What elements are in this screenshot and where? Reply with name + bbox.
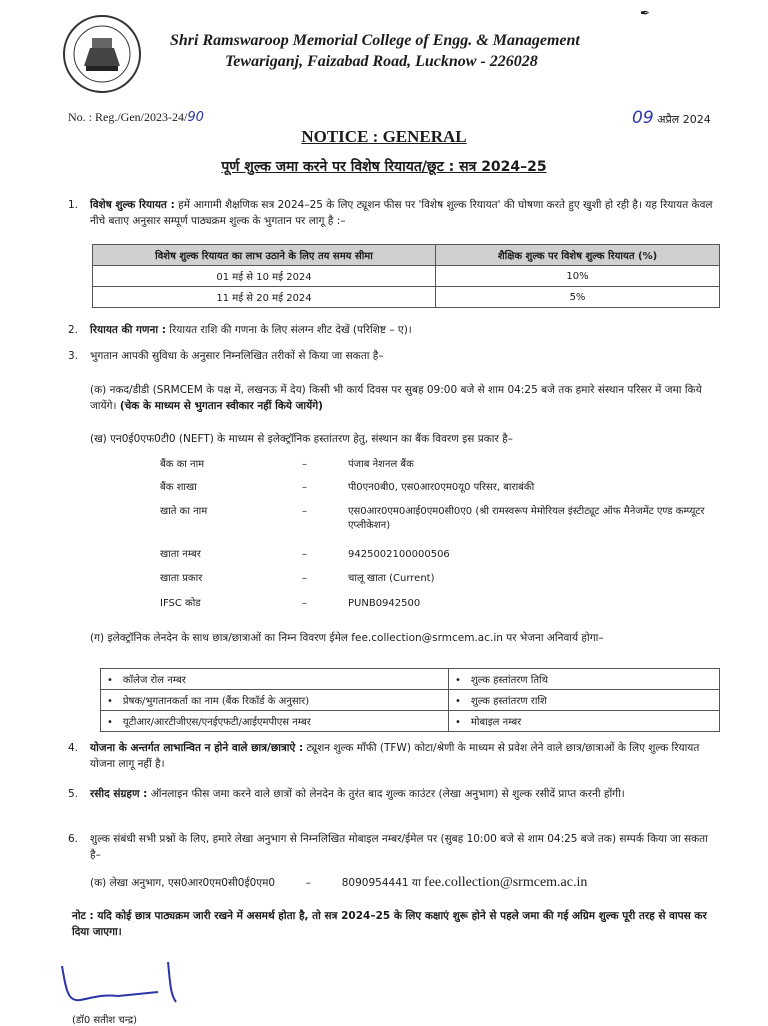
point-number: 4. [68, 742, 79, 754]
point-text: रियायत राशि की गणना के लिए संलग्न शीट देखें (परिशिष्ट – ए)। [169, 324, 412, 336]
table-row [93, 287, 720, 308]
point-6a [90, 875, 730, 891]
point-label: रसीद संग्रहण : [90, 788, 148, 800]
bank-label: बैंक का नाम [160, 459, 205, 470]
bank-value: पी0एन0बी0, एस0आर0एम0यू0 परिसर, बाराबंकी [348, 482, 535, 493]
table-row [101, 711, 720, 732]
detail-item: • यूटीआर/आरटीजीएस/एनईएफटी/आईएमपीएस नम्बर [101, 711, 449, 732]
point-text: (क) नकद/डीडी (SRMCEM के पक्ष में, लखनऊ में देय) किसी भी कार्य दिवस पर सुबह 09:00 बजे से शाम 04:25 बजे तक हमारे संस्थान परिसर में जमा किये जायेंगे। [90, 384, 702, 412]
concession-percent: 5% [436, 287, 720, 308]
table-row [93, 266, 720, 287]
point-2 [68, 322, 720, 338]
point-number: 3. [68, 350, 79, 362]
bank-label: खाता प्रकार [160, 573, 203, 584]
pen-mark: ✒ [640, 6, 651, 20]
notice-title: NOTICE : GENERAL [301, 127, 467, 146]
point-5 [68, 786, 722, 802]
point-text: हमें आगामी शैक्षणिक सत्र 2024–25 के लिए ट्यूशन फीस पर 'विशेष शुल्क रियायत' की घोषणा करते हुए खुशी हो रही है। यह रियायत केवल नीचे बताए अनुसार सम्पूर्ण पाठ्यक्रम शुल्क के भुगतान पर लागू है :– [90, 199, 713, 227]
note-text: यदि कोई छात्र पाठ्यक्रम जारी रखने में असमर्थ होता है, तो सत्र 2024–25 के लिए कक्षाएं शुरू होने से पहले जमा की गई अग्रिम शुल्क पूरी तरह से वापस कर दिया जाएगा। [72, 910, 707, 938]
concession-period: 11 मई से 20 मई 2024 [93, 287, 436, 308]
college-logo [62, 14, 142, 94]
point-text: (ख) एन0ई0एफ0टी0 (NEFT) के माध्यम से इलेक्ट्रॉनिक हस्तांतरण हेतु, संस्थान का बैंक विवरण इस प्रकार है– [90, 433, 513, 445]
point-text: भुगतान आपकी सुविधा के अनुसार निम्नलिखित तरीकों से किया जा सकता है– [90, 350, 384, 362]
date-month-year: अप्रैल 2024 [657, 113, 711, 126]
contact-label: (क) लेखा अनुभाग, एस0आर0एम0सी0ई0एम0 [90, 877, 276, 889]
detail-item: • कॉलेज रोल नम्बर [101, 669, 449, 690]
point-label: विशेष शुल्क रियायत : [90, 199, 175, 211]
point-number: 1. [68, 199, 79, 211]
bank-dash: – [302, 549, 307, 560]
bank-value: पंजाब नेशनल बैंक [348, 459, 414, 470]
point-1 [68, 197, 720, 229]
point-bold-text: (चेक के माध्यम से भुगतान स्वीकार नहीं किये जायेंगे) [119, 400, 323, 412]
notice-subtitle: पूर्ण शुल्क जमा करने पर विशेष रियायत/छूट : सत्र 2024–25 [221, 159, 547, 175]
bank-dash: – [302, 573, 307, 584]
point-label: रियायत की गणना : [90, 324, 166, 336]
bank-value: चालू खाता (Current) [348, 573, 435, 584]
point-4 [68, 740, 722, 772]
reference-number [68, 110, 204, 125]
contact-phone: 8090954441 या [341, 877, 421, 889]
bank-dash: – [302, 506, 307, 517]
student-details-table [100, 668, 720, 732]
note [72, 908, 722, 940]
college-name: Shri Ramswaroop Memorial College of Engg. & Management [170, 32, 580, 49]
point-text: ऑनलाइन फीस जमा करने वाले छात्रों को लेनदेन के तुरंत बाद शुल्क काउंटर (लेखा अनुभाग) से शुल्क रसीदें प्राप्त करनी होंगी। [150, 788, 625, 800]
bank-value: एस0आर0एम0आई0एम0सी0ए0 (श्री रामस्वरूप मेमोरियल इंस्टीट्यूट ऑफ मैनेजमेंट एण्ड कम्प्यूटर एप्लीकेशन) [348, 506, 705, 531]
note-label: नोट : [72, 910, 94, 922]
contact-email: fee.collection@srmcem.ac.in [424, 875, 588, 890]
point-6 [68, 831, 722, 863]
bank-label: बैंक शाखा [160, 482, 197, 493]
point-text: (ग) इलेक्ट्रॉनिक लेनदेन के साथ छात्र/छात्राओं का निम्न विवरण ईमेल fee.collection@srmcem.ac.in पर भेजना अनिवार्य होगा– [90, 632, 604, 644]
signature [58, 960, 198, 1014]
point-text: शुल्क संबंधी सभी प्रश्नों के लिए, हमारे लेखा अनुभाग से निम्नलिखित मोबाइल नम्बर/ईमेल पर (सुबह 10:00 बजे से शाम 04:25 बजे तक) सम्पर्क किया जा सकता है– [90, 833, 708, 861]
detail-item: • प्रेषक/भुगतानकर्ता का नाम (बैंक रिकॉर्ड के अनुसार) [101, 690, 449, 711]
detail-item: • शुल्क हस्तांतरण तिथि [449, 669, 720, 690]
concession-table [92, 244, 720, 308]
point-3b [90, 431, 722, 447]
reference-handwritten: 90 [187, 110, 204, 125]
bank-value: PUNB0942500 [348, 598, 421, 609]
bank-dash: – [302, 598, 307, 609]
detail-item: • शुल्क हस्तांतरण राशि [449, 690, 720, 711]
college-address: Tewariganj, Faizabad Road, Lucknow - 226028 [225, 53, 538, 70]
notice-date [632, 108, 711, 128]
bank-label: खाता नम्बर [160, 549, 201, 560]
concession-header-percent: शैक्षिक शुल्क पर विशेष शुल्क रियायत (%) [436, 245, 720, 266]
table-row [101, 669, 720, 690]
point-text: ट्यूशन शुल्क माँफी (TFW) कोटा/श्रेणी के माध्यम से प्रवेश लेने वाले छात्र/छात्राओं के लिए शुल्क रियायत योजना लागू नहीं है। [90, 742, 700, 770]
bank-dash: – [302, 482, 307, 493]
signature-scribble [58, 960, 198, 1010]
bank-label: IFSC कोड [160, 598, 201, 609]
bank-label: खाते का नाम [160, 506, 208, 517]
concession-header-period: विशेष शुल्क रियायत का लाभ उठाने के लिए तय समय सीमा [93, 245, 436, 266]
concession-period: 01 मई से 10 मई 2024 [93, 266, 436, 287]
point-3 [68, 348, 720, 364]
point-number: 6. [68, 833, 79, 845]
point-label: योजना के अन्तर्गत लाभान्वित न होने वाले छात्र/छात्राऐ : [90, 742, 304, 754]
bank-value: 9425002100000506 [348, 549, 450, 560]
point-number: 5. [68, 788, 79, 800]
bank-dash: – [302, 459, 307, 470]
concession-percent: 10% [436, 266, 720, 287]
point-number: 2. [68, 324, 79, 336]
signatory-name: (डॉ0 सतीश चन्द्र) [72, 1015, 138, 1026]
table-row [101, 690, 720, 711]
college-header [170, 30, 580, 72]
point-3a [90, 382, 722, 414]
reference-prefix: No. : Reg./Gen/2023-24/ [68, 110, 188, 124]
contact-dash: – [305, 877, 312, 889]
point-3c [90, 630, 722, 646]
detail-item: • मोबाइल नम्बर [449, 711, 720, 732]
date-day: 09 [632, 108, 654, 128]
